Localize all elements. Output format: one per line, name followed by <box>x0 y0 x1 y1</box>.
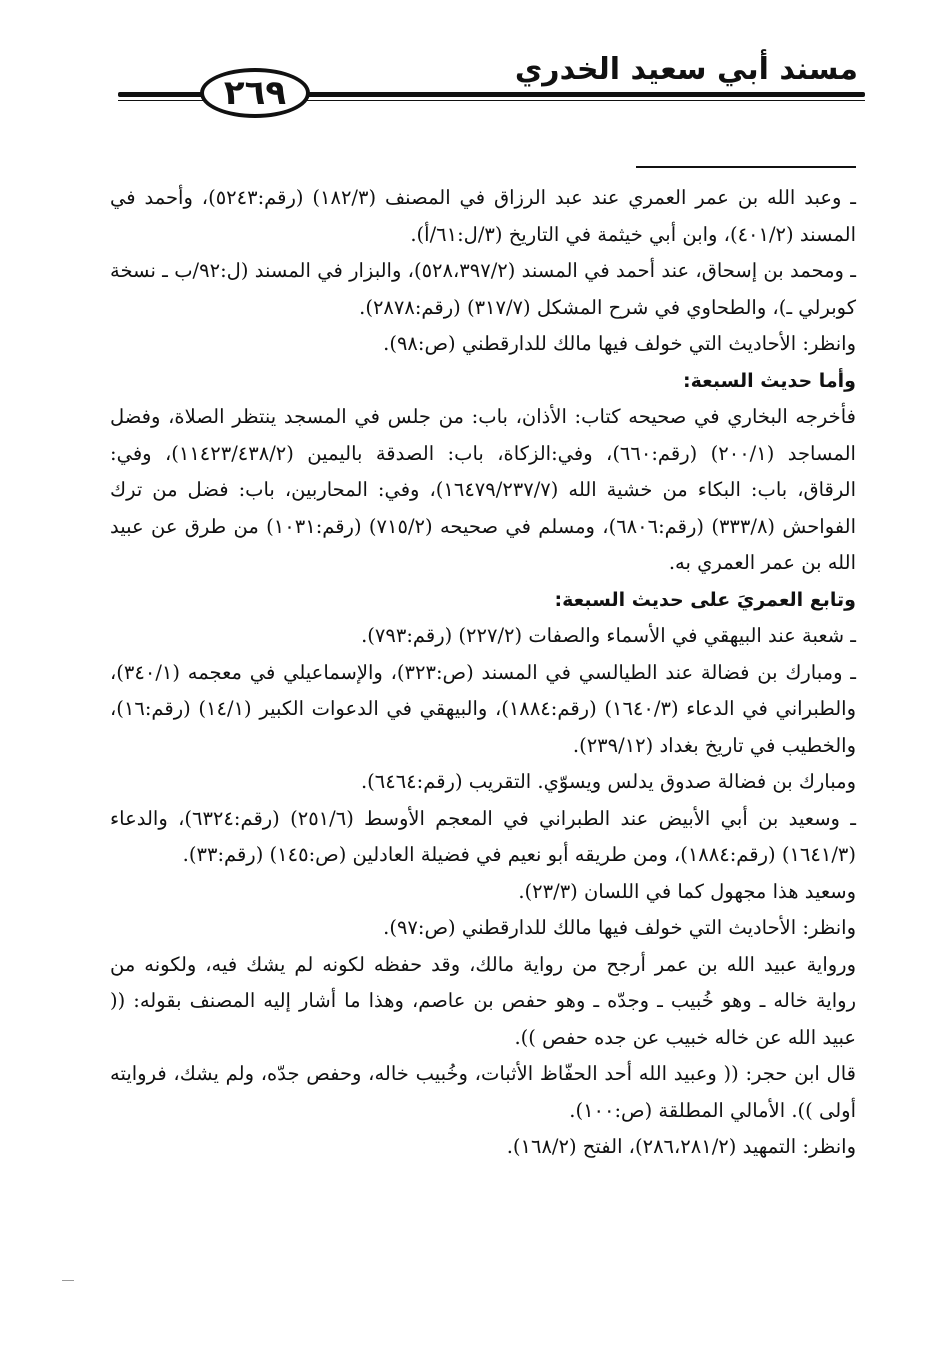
paragraph-tarjih: ورواية عبيد الله بن عمر أرجح من رواية مالك، وقد حفظه لكونه لم يشك فيه، ولكونه من رواية خاله ـ وهو خُبيب ـ وجدّه ـ وهو حفص بن عاصم، وهذا ما أشار إليه المصنف بقوله: (( عبيد الله عن خاله خبيب عن جده حفص )). <box>110 952 856 1049</box>
paragraph-shubah: ـ شعبة عند البيهقي في الأسماء والصفات (٢٢٧/٢) (رقم:٧٩٣). <box>361 624 856 647</box>
paragraph-said-majhul: وسعيد هذا مجهول كما في اللسان (٢٣/٣). <box>518 879 856 903</box>
running-title: مسند أبي سعيد الخدري <box>514 52 858 87</box>
paragraph-said-abyad: ـ وسعيد بن أبي الأبيض عند الطبراني في المعجم الأوسط (٢٥١/٦) (رقم:٦٣٢٤)، والدعاء (١٦٤١/٣) (رقم:١٨٨٤)، ومن طريقه أبو نعيم في فضيلة العادلين (ص:١٤٥) (رقم:٣٣). <box>110 806 856 866</box>
paragraph-tamhid-fath: وانظر: التمهيد (٢٨٦،٢٨١/٢)، الفتح (١٦٨/٢). <box>506 1135 856 1158</box>
heading-mutabaah: وتابع العمريَ على حديث السبعة: <box>554 588 856 611</box>
paragraph-abdullah-umari: ـ وعبد الله بن عمر العمري عند عبد الرزاق في المصنف (١٨٢/٣) (رقم:٥٢٤٣)، وأحمد في المسند (٤٠١/٢)، وابن أبي خيثمة في التاريخ (٣/ل:٦١/أ). <box>110 186 856 246</box>
heading-hadith-sabaa: وأما حديث السبعة: <box>683 369 856 392</box>
page-header <box>0 0 950 140</box>
footnote-separator <box>636 166 856 168</box>
paragraph-see-daraqutni-98: وانظر: الأحاديث التي خولف فيها مالك للدارقطني (ص:٩٨). <box>383 332 856 355</box>
paragraph-ibn-hajar: قال ابن حجر: (( وعبيد الله أحد الحفّاظ الأثبات، وخُبيب خاله، وحفص جدّه، ولم يشك، فروايته أولى )). الأمالي المطلقة (ص:١٠٠). <box>110 1062 856 1122</box>
paragraph-mubarak: ـ ومبارك بن فضالة عند الطيالسي في المسند (ص:٣٢٣)، والإسماعيلي في معجمه (٣٤٠/١)، والطبراني في الدعاء (١٦٤٠/٣) (رقم:١٨٨٤)، والبيهقي في الدعوات الكبير (١٤/١) (رقم:١٦)، والخطيب في تاريخ بغداد (٢٣٩/١٢). <box>110 660 856 757</box>
paragraph-mubarak-taqrib: ومبارك بن فضالة صدوق يدلس ويسوّي. التقريب (رقم:٦٤٦٤). <box>360 770 856 793</box>
paragraph-bukhari-takhrij: فأخرجه البخاري في صحيحه كتاب: الأذان، باب: من جلس في المسجد ينتظر الصلاة، وفضل المساجد (٢٠٠/١) (رقم:٦٦٠)، وفي:الزكاة، باب: الصدقة باليمين (١١٤٢٣/٤٣٨/٢)، وفي: الرقاق، باب: البكاء من خشية الله (١٦٤٧٩/٢٣٧/٧)، وفي: المحاربين، باب: فضل من ترك الفواحش (٣٣٣/٨) (رقم:٦٨٠٦)، ومسلم في صحيحه (٧١٥/٢) (رقم:١٠٣١) من طرق عن عبيد الله بن عمر العمري به. <box>110 405 856 574</box>
paragraph-muhammad-ishaq: ـ ومحمد بن إسحاق، عند أحمد في المسند (٥٢٨،٣٩٧/٢)، والبزار في المسند (ل:٩٢/ب ـ نسخة كوبرلي ـ)، والطحاوي في شرح المشكل (٣١٧/٧) (رقم:٢٨٧٨). <box>110 259 856 319</box>
margin-mark <box>62 1280 74 1281</box>
footnote-body <box>110 180 856 1166</box>
page-number: ٢٦٩ <box>200 68 310 118</box>
paragraph-see-daraqutni-97: وانظر: الأحاديث التي خولف فيها مالك للدارقطني (ص:٩٧). <box>383 916 856 939</box>
